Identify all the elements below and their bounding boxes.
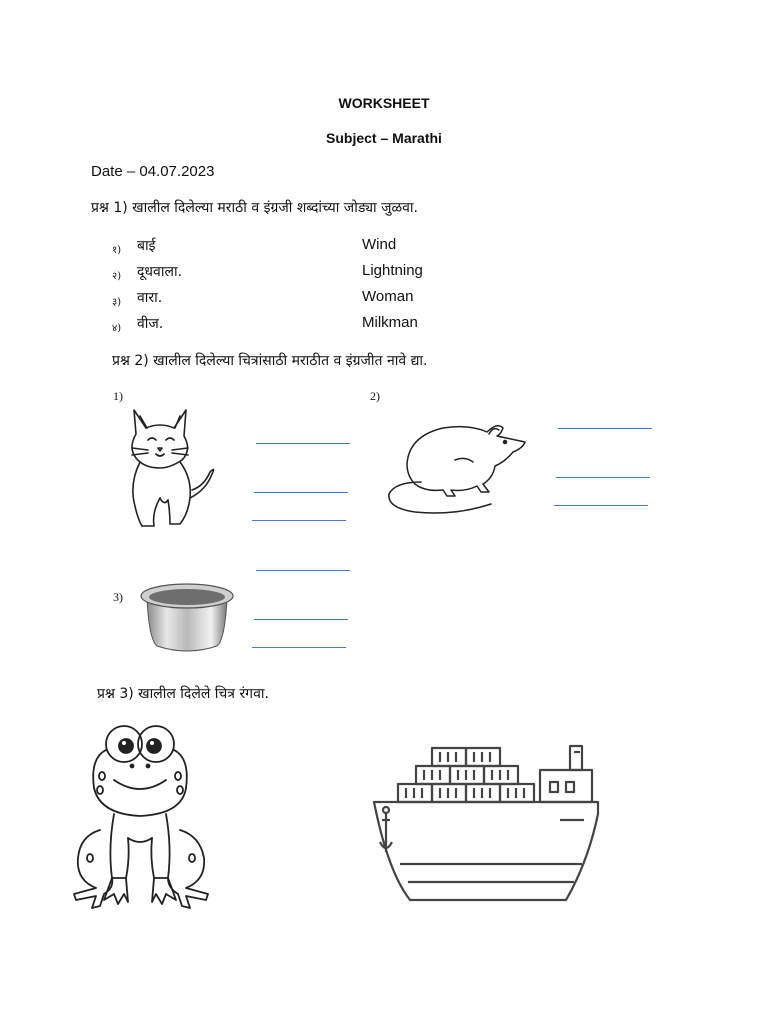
- pot-icon: [137, 580, 237, 655]
- pair-left-word: वारा.: [137, 290, 163, 306]
- pair-number: २): [112, 271, 122, 282]
- date-line: Date – 04.07.2023: [91, 163, 215, 180]
- answer-line[interactable]: [254, 492, 348, 493]
- pair-number: १): [112, 245, 122, 256]
- rat-icon: [385, 412, 530, 522]
- pair-left-word: बाई: [137, 238, 156, 254]
- pair-right-word: Woman: [362, 288, 414, 305]
- pair-left-word: दूधवाला.: [137, 264, 183, 280]
- answer-line[interactable]: [256, 570, 350, 571]
- ship-icon: [370, 742, 605, 912]
- pair-number: ३): [112, 297, 122, 308]
- cat-icon: [120, 402, 220, 532]
- answer-line[interactable]: [554, 505, 648, 506]
- question-2-prompt: प्रश्न 2) खालील दिलेल्या चित्रांसाठी मराठीत व इंग्रजीत नावे द्या.: [112, 353, 428, 369]
- pair-right-word: Milkman: [362, 314, 418, 331]
- question-3-prompt: प्रश्न 3) खालील दिलेले चित्र रंगवा.: [97, 686, 269, 702]
- answer-line[interactable]: [256, 443, 350, 444]
- subject-heading: Subject – Marathi: [326, 130, 442, 146]
- pair-left-word: वीज.: [137, 316, 164, 332]
- item-number: 3): [113, 590, 123, 604]
- worksheet-title: WORKSHEET: [338, 95, 430, 111]
- answer-line[interactable]: [252, 647, 346, 648]
- pair-right-word: Wind: [362, 236, 397, 253]
- item-number: 1): [113, 389, 123, 403]
- frog-icon: [70, 718, 215, 913]
- question-1-prompt: प्रश्न 1) खालील दिलेल्या मराठी व इंग्रजी शब्दांच्या जोड्या जुळवा.: [91, 200, 418, 216]
- answer-line[interactable]: [252, 520, 346, 521]
- answer-line[interactable]: [558, 428, 652, 429]
- pair-number: ४): [112, 323, 122, 334]
- pair-right-word: Lightning: [362, 262, 423, 279]
- item-number: 2): [370, 389, 380, 403]
- answer-line[interactable]: [254, 619, 348, 620]
- answer-line[interactable]: [556, 477, 650, 478]
